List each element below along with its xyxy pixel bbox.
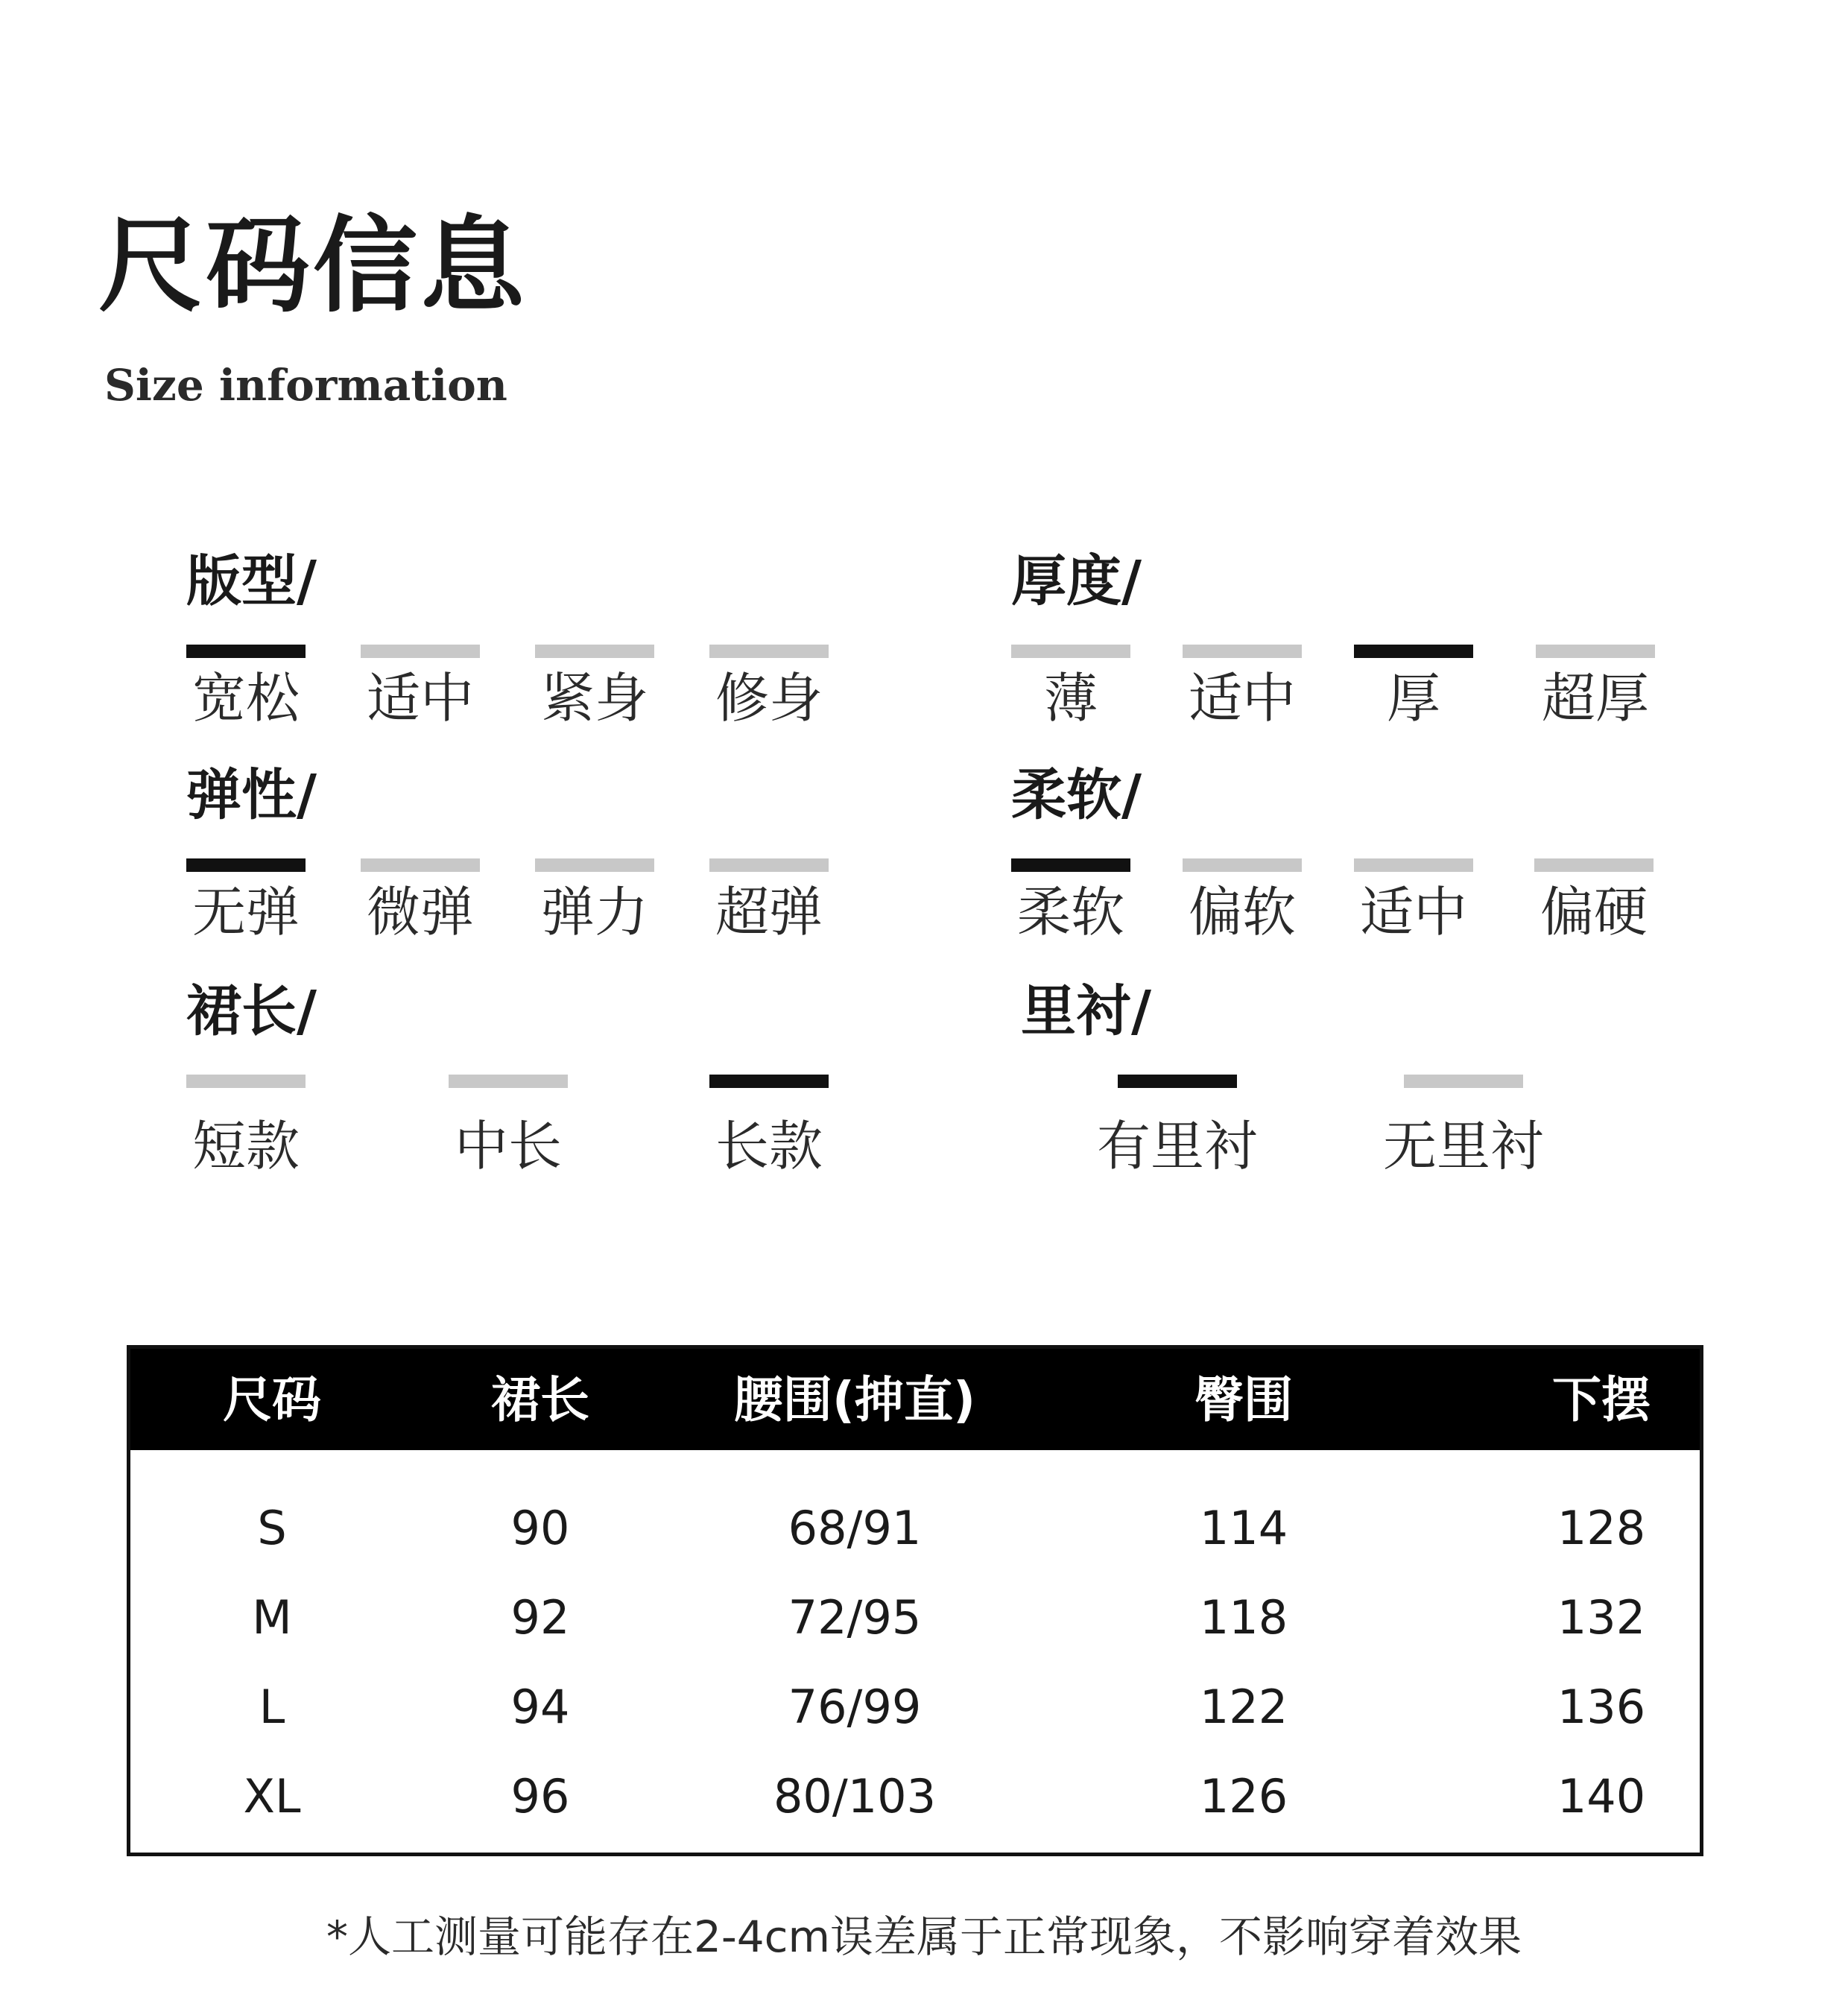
indicator-bar: [186, 858, 306, 872]
option-thickness-3: [1354, 554, 1473, 770]
table-cell: XL: [243, 1769, 301, 1823]
indicator-bar: [1011, 645, 1130, 658]
attribute-heading-softness: 柔软/: [1011, 763, 1142, 827]
indicator-bar: [535, 858, 654, 872]
table-cell: 96: [510, 1769, 570, 1823]
option-label: 无里衬: [1382, 1115, 1544, 1177]
indicator-bar: [1118, 1075, 1237, 1088]
table-cell: 122: [1199, 1680, 1288, 1734]
option-label: 中长: [454, 1115, 562, 1177]
option-label: 有里衬: [1096, 1115, 1258, 1177]
option-fit-1: [186, 554, 306, 770]
option-elasticity-2: [361, 768, 480, 984]
table-cell: 114: [1199, 1501, 1288, 1555]
table-cell: M: [252, 1590, 292, 1645]
option-thickness-4: [1536, 554, 1655, 770]
measurement-footnote: *人工测量可能存在2-4cm误差属于正常现象，不影响穿着效果: [326, 1911, 1522, 1962]
attribute-fit: [186, 549, 857, 770]
attribute-skirt-length: [186, 979, 857, 1200]
option-label: 弹力: [540, 881, 648, 943]
indicator-bar: [535, 645, 654, 658]
option-fit-3: [535, 554, 654, 770]
option-label: 适中: [366, 667, 474, 730]
option-fit-4: [709, 554, 829, 770]
attribute-heading-thickness: 厚度/: [1011, 549, 1142, 613]
attribute-heading-skirt-length: 裙长/: [186, 979, 317, 1043]
page-title: 尺码信息: [98, 206, 528, 327]
option-label: 超厚: [1541, 667, 1649, 730]
indicator-bar: [709, 858, 829, 872]
option-label: 薄: [1043, 667, 1098, 730]
indicator-bar: [1534, 858, 1654, 872]
indicator-bar: [709, 645, 829, 658]
indicator-bar: [361, 858, 480, 872]
attribute-heading-fit: 版型/: [186, 549, 317, 613]
table-cell: 128: [1557, 1501, 1646, 1555]
attribute-lining: [1021, 979, 1692, 1200]
option-skirt-length-3: [709, 984, 829, 1200]
option-label: 紧身: [540, 667, 648, 730]
option-skirt-length-2: [449, 984, 568, 1200]
attribute-heading-lining: 里衬/: [1021, 979, 1152, 1043]
indicator-bar: [1011, 858, 1130, 872]
table-header-cell-hem: 下摆: [1552, 1371, 1651, 1429]
indicator-bar: [186, 1075, 306, 1088]
option-label: 柔软: [1016, 881, 1124, 943]
indicator-bar: [1404, 1075, 1523, 1088]
option-label: 适中: [1359, 881, 1467, 943]
size-table: [127, 1345, 1703, 1856]
option-label: 宽松: [192, 667, 300, 730]
table-cell: S: [257, 1501, 287, 1555]
option-fit-2: [361, 554, 480, 770]
option-thickness-1: [1011, 554, 1130, 770]
option-softness-1: [1011, 768, 1130, 984]
indicator-bar: [1354, 645, 1473, 658]
option-label: 短款: [192, 1115, 300, 1177]
option-lining-2: [1382, 984, 1544, 1200]
option-label: 无弹: [192, 881, 300, 943]
table-cell: 94: [510, 1680, 570, 1734]
option-label: 偏软: [1188, 881, 1296, 943]
table-cell: 126: [1199, 1769, 1288, 1823]
option-elasticity-1: [186, 768, 306, 984]
table-cell: 118: [1199, 1590, 1288, 1645]
attribute-heading-elasticity: 弹性/: [186, 763, 317, 827]
table-cell: 132: [1557, 1590, 1646, 1645]
indicator-bar: [361, 645, 480, 658]
option-label: 微弹: [366, 881, 474, 943]
table-cell: 76/99: [788, 1680, 922, 1734]
option-label: 厚: [1386, 667, 1440, 730]
indicator-bar: [449, 1075, 568, 1088]
table-cell: 68/91: [788, 1501, 922, 1555]
option-label: 修身: [715, 667, 823, 730]
attribute-elasticity: [186, 763, 857, 984]
indicator-bar: [1183, 645, 1302, 658]
option-thickness-2: [1183, 554, 1302, 770]
table-cell: 80/103: [773, 1769, 937, 1823]
option-softness-2: [1183, 768, 1302, 984]
option-label: 适中: [1188, 667, 1296, 730]
indicator-bar: [1183, 858, 1302, 872]
indicator-bar: [186, 645, 306, 658]
table-cell: 72/95: [788, 1590, 922, 1645]
option-elasticity-3: [535, 768, 654, 984]
option-skirt-length-1: [186, 984, 306, 1200]
table-header-row: [130, 1349, 1700, 1450]
indicator-bar: [1536, 645, 1655, 658]
table-cell: 92: [510, 1590, 570, 1645]
table-cell: 140: [1557, 1769, 1646, 1823]
page-subtitle: Size information: [104, 360, 507, 411]
option-label: 长款: [715, 1115, 823, 1177]
table-cell: 90: [510, 1501, 570, 1555]
indicator-bar: [1354, 858, 1473, 872]
option-label: 偏硬: [1540, 881, 1648, 943]
table-header-cell-size: 尺码: [223, 1371, 321, 1429]
option-label: 超弹: [715, 881, 823, 943]
indicator-bar: [709, 1075, 829, 1088]
option-softness-3: [1354, 768, 1473, 984]
table-header-cell-hip: 臀围: [1194, 1371, 1293, 1429]
attribute-thickness: [1011, 549, 1682, 770]
attribute-softness: [1011, 763, 1682, 984]
table-cell: L: [259, 1680, 285, 1734]
option-lining-1: [1096, 984, 1258, 1200]
option-elasticity-4: [709, 768, 829, 984]
option-softness-4: [1534, 768, 1654, 984]
table-cell: 136: [1557, 1680, 1646, 1734]
table-header-cell-skirt-length: 裙长: [491, 1371, 589, 1429]
table-header-cell-waist: 腰围(抻直): [733, 1371, 976, 1429]
